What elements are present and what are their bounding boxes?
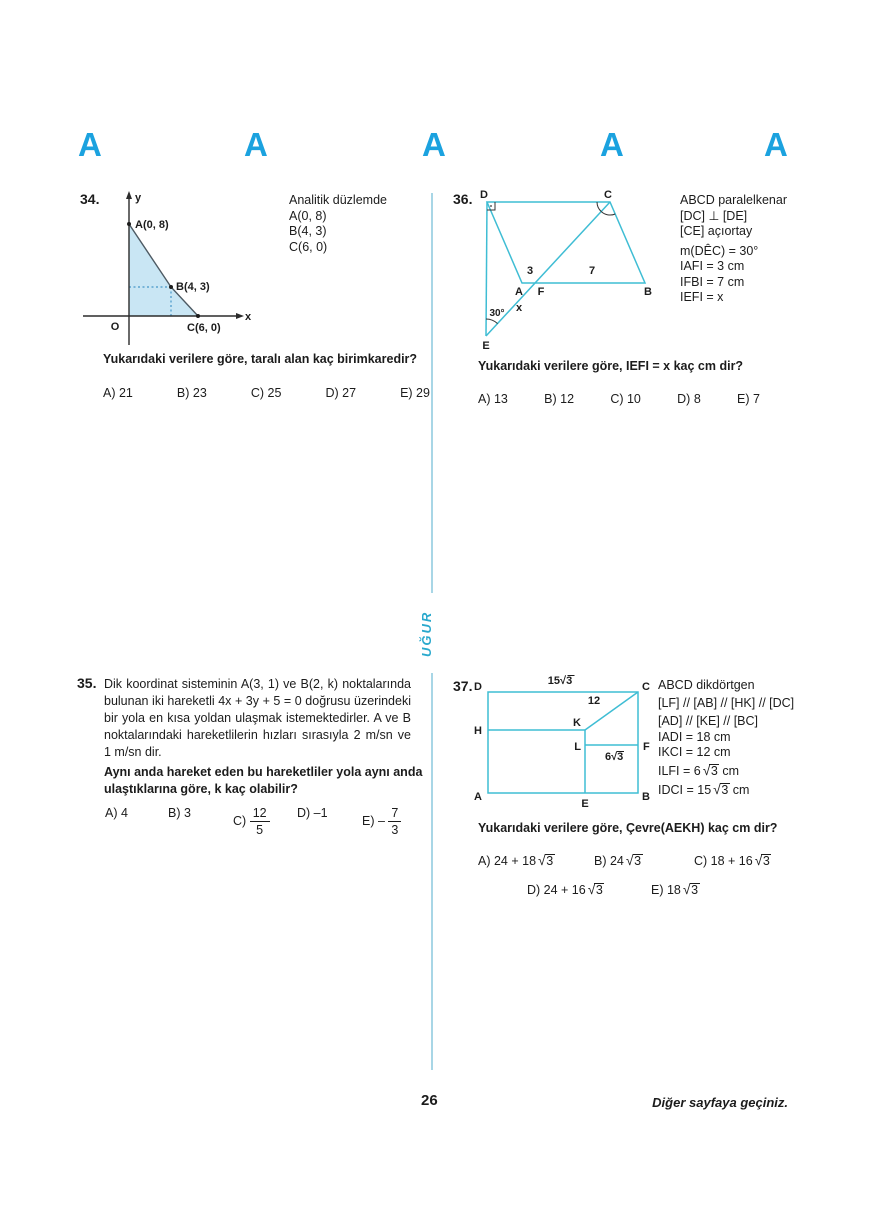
info-line: Analitik düzlemde	[289, 193, 387, 207]
option-b: B) 3	[168, 806, 191, 820]
square-root	[588, 881, 605, 898]
option-e	[651, 881, 700, 898]
segment-AF-length: 3	[526, 265, 534, 277]
info-line: ABCD dikdörtgen	[658, 678, 755, 692]
info-line: IEFI = x	[680, 290, 724, 304]
square-root	[626, 852, 643, 869]
point-C	[196, 314, 200, 318]
x-axis-arrow	[236, 313, 244, 319]
origin-label: O	[110, 321, 120, 333]
point-A	[127, 222, 131, 226]
question-35-options	[105, 795, 420, 840]
vertex-A-label: A	[474, 791, 482, 803]
parallelogram-ABCD	[487, 202, 645, 283]
info-line: B(4, 3)	[289, 224, 327, 238]
option-text: A) 24 + 18	[478, 854, 537, 868]
radical-sign: √	[713, 781, 721, 797]
option-b	[594, 852, 643, 869]
point-E-label: E	[482, 340, 490, 352]
option-text: E) 18	[651, 883, 681, 897]
radical-sign: √	[538, 852, 546, 868]
point-B	[169, 285, 173, 289]
vertex-B-label: B	[642, 791, 650, 803]
info-line: A(0, 8)	[289, 208, 327, 223]
option-text: B) 24	[594, 854, 624, 868]
option-e: E) 7	[737, 392, 760, 406]
info-line: ABCD paralelkenar	[680, 193, 787, 207]
option-e	[362, 806, 401, 837]
question-37-text: Yukarıdaki verilere göre, Çevre(AEKH) kaç cm dir?	[478, 821, 778, 835]
point-F-label: F	[643, 741, 650, 753]
info-line: [DC] ⊥ [DE]	[680, 208, 748, 223]
vertex-D-label: D	[480, 189, 488, 201]
fraction	[250, 806, 270, 837]
angle-arc-C-2	[601, 212, 615, 216]
option-e-label: E) –	[362, 813, 385, 828]
radical-sign: √	[625, 852, 634, 868]
point-K-label: K	[573, 717, 581, 729]
option-d: D) 8	[677, 392, 701, 406]
question-34-number: 34.	[80, 191, 100, 207]
segment-KC-length: 12	[587, 695, 601, 707]
question-35-number: 35.	[77, 675, 97, 691]
angle-arc-E	[486, 319, 498, 324]
square-root	[683, 881, 700, 898]
vertex-A-label: A	[515, 286, 523, 298]
option-b: B) 12	[544, 392, 575, 406]
denominator: 3	[391, 823, 399, 837]
info-line: [CE] açıortay	[680, 224, 753, 238]
question-34-options	[103, 386, 430, 400]
option-c	[694, 852, 771, 869]
q34-given-data	[289, 193, 387, 255]
radicand: 3	[691, 883, 699, 897]
segment-LF-length: 6√3	[605, 751, 624, 763]
point-A-label: A(0, 8)	[135, 219, 169, 231]
option-text: D) 24 + 16	[527, 883, 586, 897]
vertex-C-label: C	[604, 189, 612, 201]
square-root	[713, 780, 730, 800]
fraction	[388, 806, 401, 837]
shaded-region	[129, 224, 198, 316]
booklet-letter: A	[764, 126, 788, 163]
square-root	[703, 761, 720, 781]
radicand: 3	[595, 883, 603, 897]
y-axis-arrow	[126, 191, 132, 199]
point-L-label: L	[574, 741, 581, 753]
info-line: [LF] // [AB] // [HK] // [DC]	[658, 695, 795, 710]
radicand: 3	[721, 783, 729, 797]
vertex-C-label: C	[642, 681, 650, 693]
page-number: 26	[421, 1092, 438, 1109]
x-axis-label: x	[245, 311, 252, 323]
radical-sign: √	[587, 881, 596, 897]
point-B-label: B(4, 3)	[176, 281, 210, 293]
option-a	[478, 852, 555, 869]
option-d: D) –1	[297, 806, 328, 820]
question-36-number: 36.	[453, 191, 473, 207]
question-35-body: Dik koordinat sisteminin A(3, 1) ve B(2, k) noktalarında bulunan iki hareketli 4x + 3y + 5 = 0 doğrusu üzerindeki bir yola en kısa yoldan ulaşmak istemektedirler. A ve B noktalarındaki hareketlilerin hızları sırasıyla 2 m/sn ve 1 m/sn dir.	[104, 677, 411, 759]
info-line	[658, 761, 794, 781]
info-line: m(DÊC) = 30°	[680, 243, 759, 258]
publisher-watermark: UĞUR	[419, 610, 434, 658]
option-a: A) 13	[478, 392, 508, 406]
info-line	[658, 780, 794, 800]
question-35-text: Aynı anda hareket eden bu hareketliler yola aynı anda ulaştıklarına göre, k kaç olabilir?	[104, 765, 423, 796]
rectangle-ABCD	[488, 692, 638, 793]
booklet-letter: A	[244, 126, 268, 163]
point-E-label: E	[581, 798, 589, 810]
option-c-label: C)	[233, 813, 247, 828]
option-c	[233, 806, 270, 837]
numerator: 7	[388, 806, 401, 822]
next-page-note: Diğer sayfaya geçiniz.	[652, 1095, 788, 1110]
booklet-letter: A	[78, 126, 102, 163]
booklet-letter: A	[422, 126, 446, 163]
option-e: E) 29	[400, 386, 430, 400]
point-C-label: C(6, 0)	[187, 322, 221, 334]
angle-E-value: 30°	[489, 308, 505, 319]
y-axis-label: y	[135, 192, 142, 204]
column-divider	[431, 673, 433, 1070]
q37-rectangle-diagram	[448, 670, 683, 820]
booklet-letter: A	[600, 126, 624, 163]
info-pre: ILFI = 6	[658, 763, 701, 778]
segment-FB-length: 7	[588, 265, 596, 277]
segment-EF-length: x	[515, 302, 523, 314]
info-line: C(6, 0)	[289, 239, 328, 254]
q36-parallelogram-diagram	[448, 188, 680, 356]
question-37-number: 37.	[453, 678, 473, 694]
radicand: 3	[634, 854, 642, 868]
vertex-B-label: B	[644, 286, 652, 298]
numerator: 12	[250, 806, 270, 822]
info-pre: IDCI = 15	[658, 783, 712, 797]
option-c: C) 25	[250, 386, 282, 400]
info-line: [AD] // [KE] // [BC]	[658, 713, 759, 728]
option-a: A) 21	[103, 386, 133, 400]
radicand: 3	[762, 854, 770, 868]
radical-sign: √	[754, 852, 763, 868]
angle-arc-C-1	[597, 202, 601, 212]
info-line: IFBI = 7 cm	[680, 274, 745, 289]
segment-DC-length: 15√3	[547, 675, 573, 687]
square-root	[538, 852, 555, 869]
option-text: C) 18 + 16	[694, 854, 753, 868]
point-H-label: H	[474, 725, 482, 737]
column-divider	[431, 193, 433, 593]
question-34-text: Yukarıdaki verilere göre, taralı alan kaç birimkaredir?	[103, 352, 418, 366]
question-36-options	[478, 392, 760, 406]
denominator: 5	[256, 823, 264, 837]
option-d: D) 27	[325, 386, 357, 400]
info-line: IADI = 18 cm	[658, 729, 731, 744]
right-angle-dot	[490, 205, 492, 207]
square-root	[755, 852, 772, 869]
info-post: cm	[722, 763, 740, 778]
vertex-D-label: D	[474, 681, 482, 693]
info-line: IKCI = 12 cm	[658, 745, 731, 759]
radical-sign: √	[682, 881, 691, 897]
option-b: B) 23	[176, 386, 207, 400]
q34-coordinate-diagram	[75, 188, 255, 358]
radicand: 3	[546, 854, 554, 868]
radical-sign: √	[702, 761, 711, 778]
q36-given-data	[680, 193, 787, 306]
info-post: cm	[732, 783, 750, 797]
option-c: C) 10	[610, 392, 641, 406]
point-F-label: F	[537, 286, 545, 298]
radicand: 3	[710, 763, 718, 778]
question-36-text: Yukarıdaki verilere göre, IEFI = x kaç cm dir?	[478, 359, 744, 373]
info-line: IAFI = 3 cm	[680, 259, 745, 273]
q37-given-data	[658, 678, 794, 800]
segment-DE	[486, 202, 487, 336]
option-d	[527, 881, 604, 898]
option-a: A) 4	[105, 806, 128, 820]
